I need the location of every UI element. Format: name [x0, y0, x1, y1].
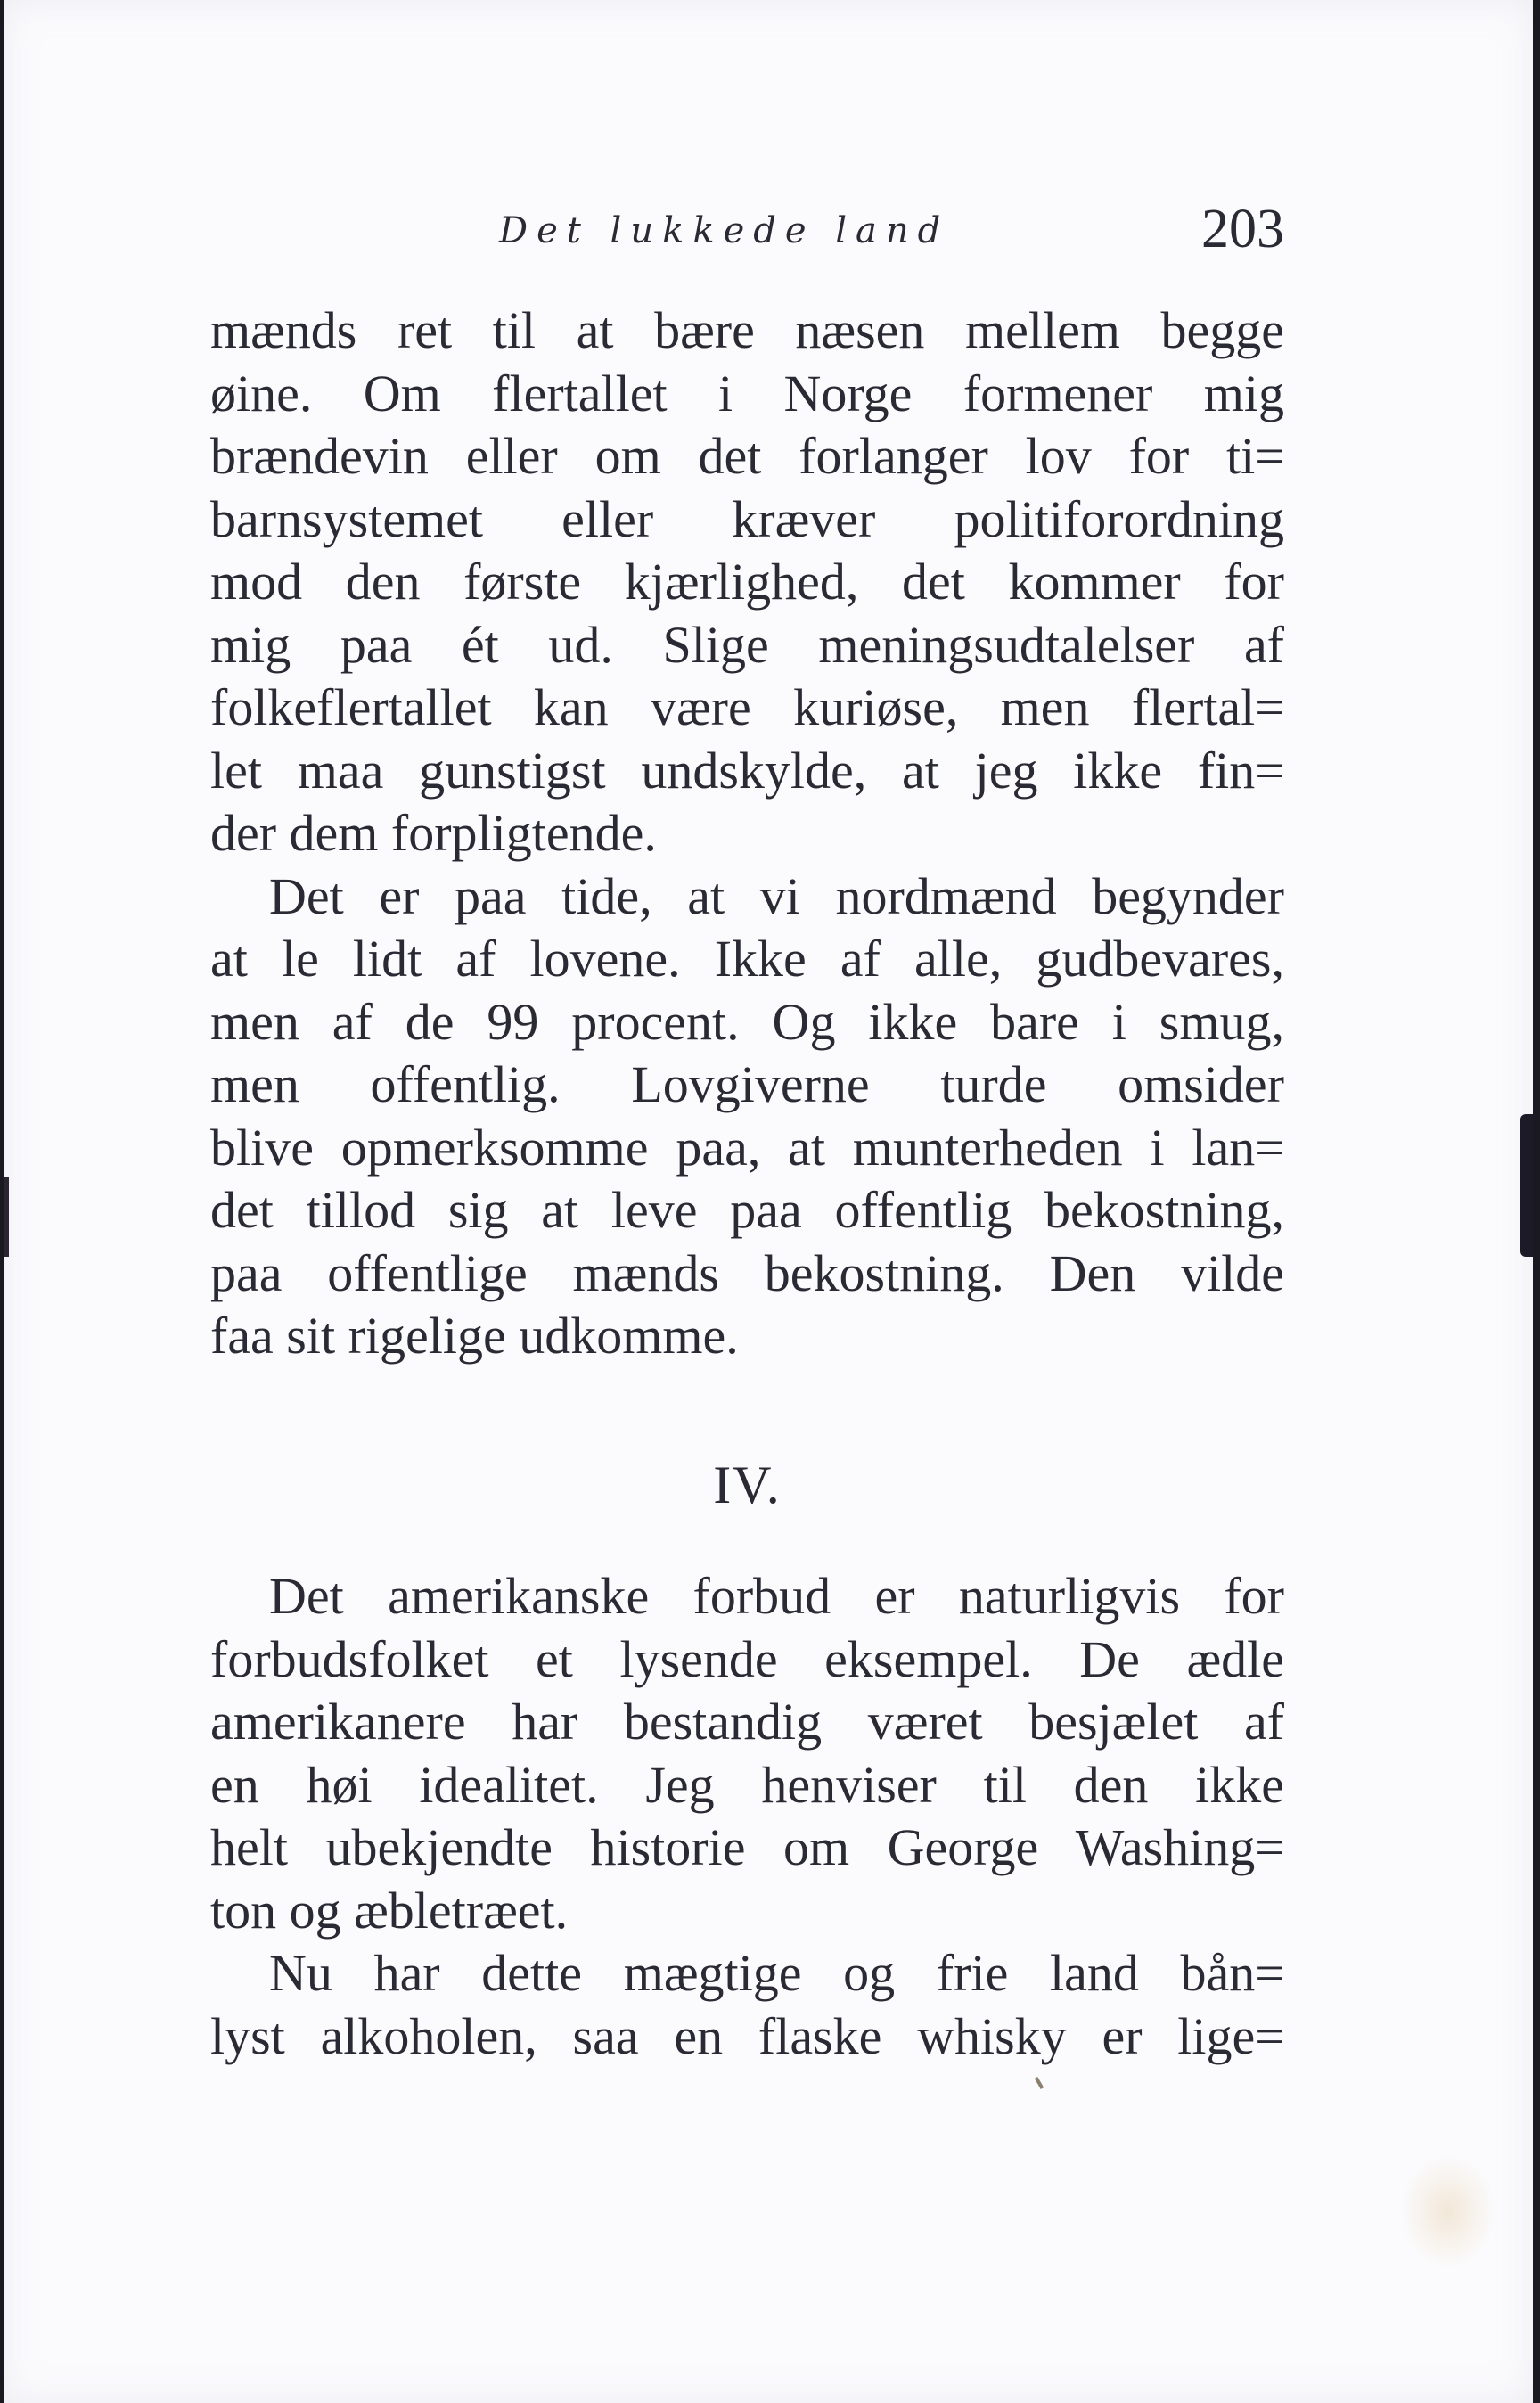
page-edge-shadow-right: [1520, 1114, 1533, 1257]
section-heading: IV.: [713, 1456, 782, 1514]
text-line: at le lidt af lovene. Ikke af alle, gudbevares,: [210, 930, 1284, 988]
text-line: en høi idealitet. Jeg henviser til den ikke: [210, 1755, 1284, 1814]
text-line: lyst alkoholen, saa en flaske whisky er lige=: [210, 2006, 1284, 2065]
paragraph: [210, 1942, 1284, 2068]
text-line: mænds ret til at bære næsen mellem begge: [210, 301, 1284, 359]
text-line: blive opmerksomme paa, at munterheden i lan=: [210, 1118, 1284, 1177]
text-line: øine. Om flertallet i Norge formener mig: [210, 364, 1284, 422]
paragraph: [210, 1565, 1284, 1942]
text-line: brændevin eller om det forlanger lov for ti=: [210, 427, 1284, 485]
page-edge-shadow-left: [4, 1177, 9, 1257]
paper-stain: [1399, 2153, 1497, 2269]
text-line: barnsystemet eller kræver politiforordning: [210, 489, 1284, 548]
text-line: Nu har dette mægtige og frie land bån=: [269, 1944, 1284, 2002]
text-line: ton og æbletræet.: [210, 1881, 569, 1940]
text-block-after-section: [210, 1565, 1284, 2068]
text-block-before-section: [210, 299, 1284, 1368]
text-line: let maa gunstigst undskylde, at jeg ikke fin=: [210, 741, 1284, 800]
text-line: Det amerikanske forbud er naturligvis for: [269, 1567, 1284, 1625]
text-line: men offentlig. Lovgiverne turde omsider: [210, 1055, 1284, 1113]
text-line: mod den første kjærlighed, det kommer for: [210, 553, 1284, 611]
page-number: 203: [1201, 199, 1284, 259]
paper-speck: [1035, 2077, 1044, 2089]
text-line: amerikanere har bestandig været besjælet af: [210, 1693, 1284, 1751]
book-page: [4, 0, 1533, 2403]
text-line: der dem forpligtende.: [210, 804, 657, 862]
text-line: paa offentlige mænds bekostning. Den vilde: [210, 1243, 1284, 1302]
text-line: forbudsfolket et lysende eksempel. De ædle: [210, 1629, 1284, 1688]
text-line: men af de 99 procent. Og ikke bare i smug,: [210, 992, 1284, 1051]
running-title: Det lukkede land: [499, 210, 950, 251]
text-line: Det er paa tide, at vi nordmænd begynder: [269, 866, 1284, 925]
text-line: folkeflertallet kan være kuriøse, men flertal=: [210, 678, 1284, 736]
text-line: faa sit rigelige udkomme.: [210, 1307, 739, 1365]
text-line: mig paa ét ud. Slige meningsudtalelser af: [210, 615, 1284, 674]
text-line: det tillod sig at leve paa offentlig bekostning,: [210, 1181, 1284, 1239]
text-line: helt ubekjendte historie om George Washing=: [210, 1818, 1284, 1876]
page-header: [210, 198, 1284, 269]
paragraph: [210, 299, 1284, 865]
paragraph: [210, 865, 1284, 1368]
